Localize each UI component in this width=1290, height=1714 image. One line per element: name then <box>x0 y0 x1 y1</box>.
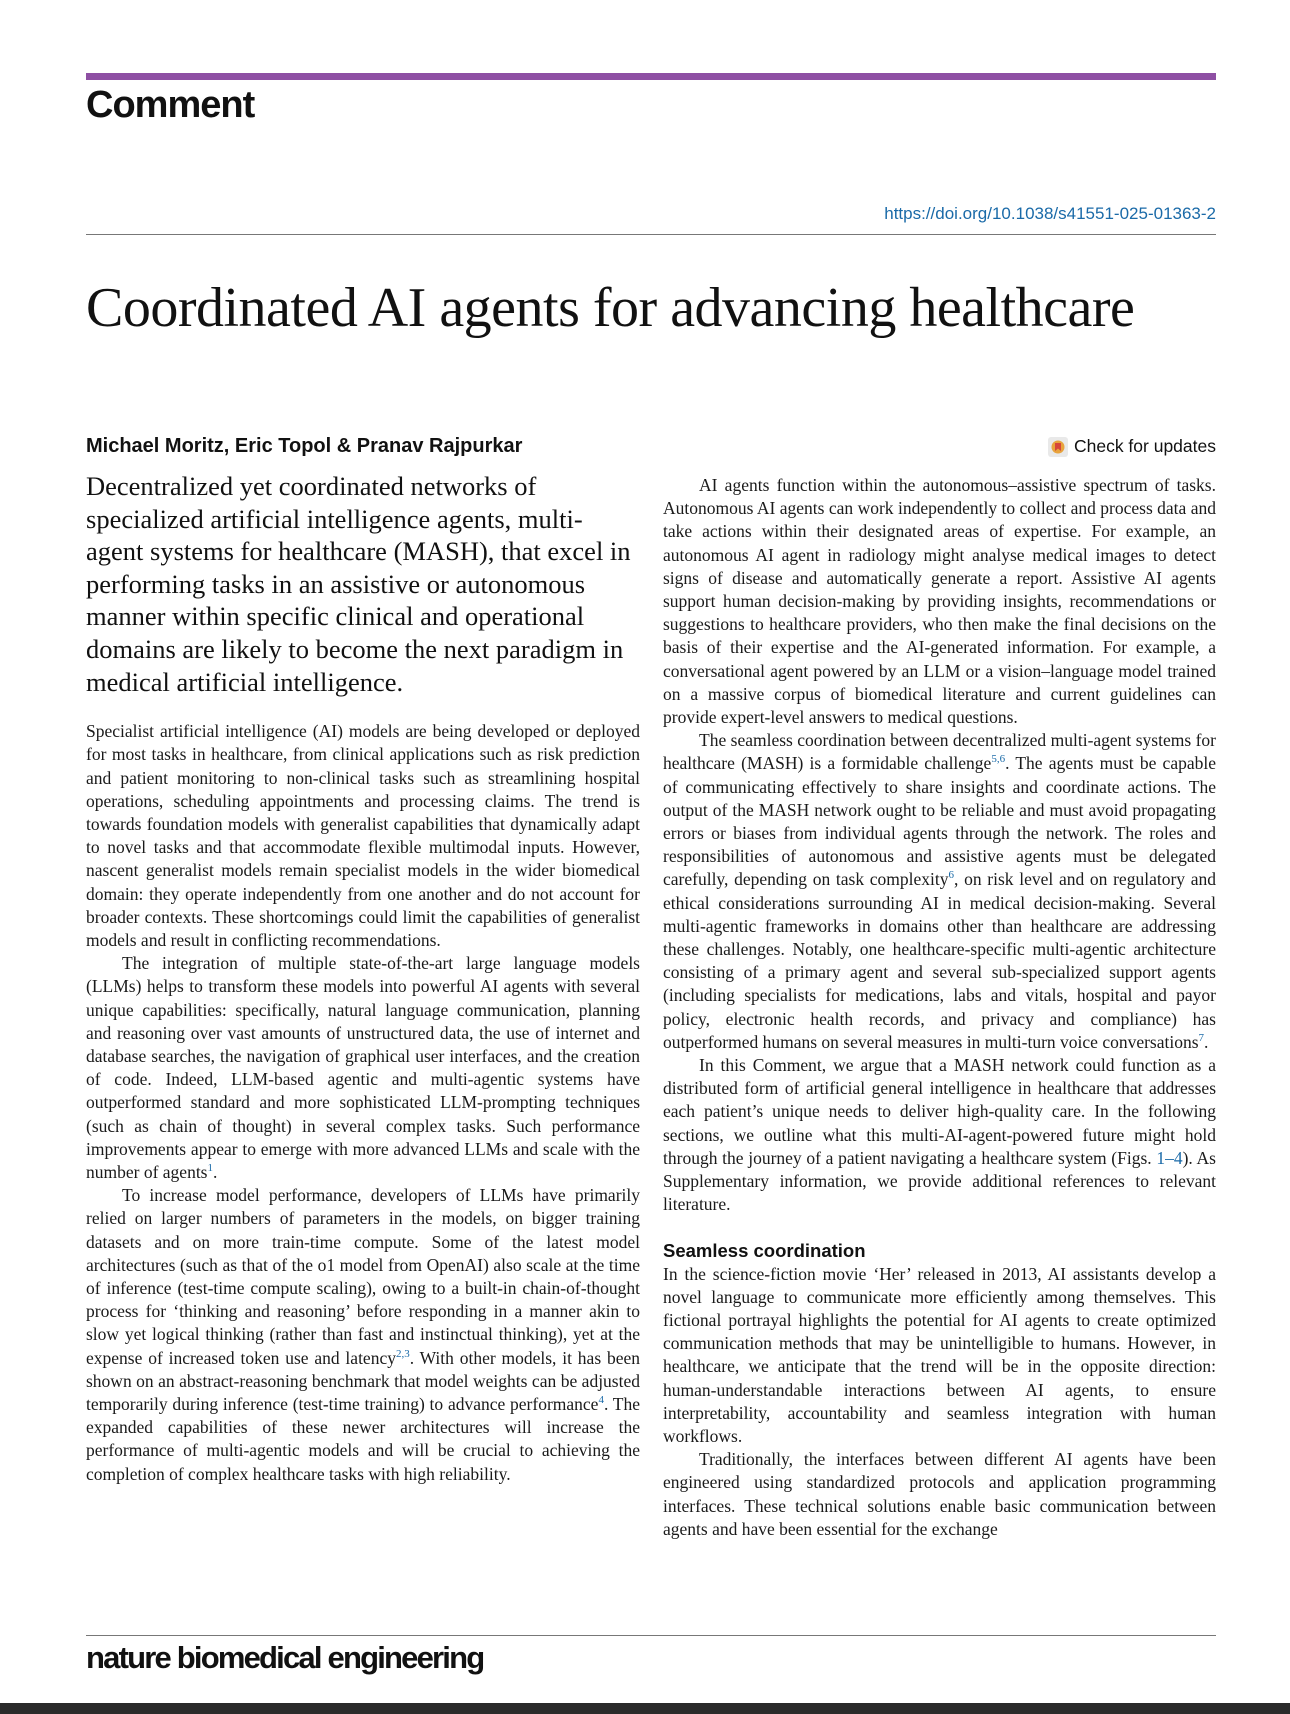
paragraph: In the science-fiction movie ‘Her’ released in 2013, AI assistants develop a novel language to communicate more efficiently among themselves. This fictional portrayal highlights the potential for AI agents to create optimized communication methods that may be unintelligible to humans. However, in healthcare, we anticipate that the trend will be in the opposite direction: human-understandable interactions between AI agents, to ensure interpretability, accountability and seamless integration with human workflows. <box>663 1263 1216 1446</box>
journal-name: nature biomedical engineering <box>86 1640 484 1675</box>
doi-link[interactable]: https://doi.org/10.1038/s41551-025-01363-2 <box>884 204 1216 223</box>
citation-link[interactable]: 6 <box>948 869 955 882</box>
left-column <box>86 470 640 1486</box>
footer-divider <box>86 1635 1216 1636</box>
header-divider <box>86 234 1216 235</box>
check-updates-icon <box>1048 437 1068 457</box>
paragraph: AI agents function within the autonomous–assistive spectrum of tasks. Autonomous AI agents can work independently to collect and process data and take actions within their designated areas of expertise. For example, an autonomous AI agent in radiology might analyse medical images to detect signs of disease and automatically generate a report. Assistive AI agents support human decision-making by providing insights, recommendations or suggestions to healthcare providers, who then make the final decisions on the basis of their expertise and the AI-generated information. For example, a conversational agent powered by an LLM or a vision–language model trained on a massive corpus of biomedical literature and current guidelines can provide expert-level answers to medical questions. <box>663 475 1216 728</box>
header-accent-bar <box>86 73 1216 80</box>
author-list: Michael Moritz, Eric Topol & Pranav Rajpurkar <box>86 435 523 457</box>
citation-link[interactable]: 7 <box>1198 1032 1205 1045</box>
right-column <box>663 474 1216 1541</box>
bottom-bar <box>0 1703 1290 1714</box>
paragraph: Specialist artificial intelligence (AI) models are being developed or deployed for most tasks in healthcare, from clinical applications such as risk prediction and patient monitoring to non-clinical tasks such as streamlining hospital operations, scheduling appointments and processing claims. The trend is towards foundation models with generalist capabilities that dynamically adapt to novel tasks and that accommodate flexible multimodal inputs. However, nascent generalist models remain specialist models in the wider biomedical domain: they operate independently from one another and do not account for broader contexts. These shortcomings could limit the capabilities of generalist models and result in conflicting recommendations. <box>86 721 640 950</box>
section-heading: Seamless coordination <box>663 1239 866 1261</box>
standfirst: Decentralized yet coordinated networks of specialized artificial intelligence agents, multi-agent systems for healthcare (MASH), that excel in performing tasks in an assistive or autonomous manner within specific clinical and operational domains are likely to become the next paradigm in medical artificial intelligence. <box>86 471 631 697</box>
check-updates-button[interactable] <box>1048 436 1216 457</box>
citation-link[interactable]: 4 <box>598 1394 604 1407</box>
article-title: Coordinated AI agents for advancing healthcare <box>86 276 1135 339</box>
paragraph: To increase model performance, developers of LLMs have primarily relied on larger numbers of parameters in the models, on bigger training datasets and on more train-time compute. Some of the latest model architectures (such as that of the o1 model from OpenAI) also scale at the time of inference (test-time compute scaling), owing to a built-in chain-of-thought process for ‘thinking and reasoning’ before responding in a manner akin to slow yet logical thinking (rather than fast and instinctual thinking), yet at the expense of increased token use and latency$^{2,3}$. With other models, it has been shown on an abstract-reasoning benchmark that model weights can be adjusted temporarily during inference (test-time training) to advance performance$^4$. The expanded capabilities of these newer architectures will increase the performance of multi-agentic models and will be crucial to achieving the completion of complex healthcare tasks with high reliability. <box>86 1185 640 1484</box>
paragraph: The integration of multiple state-of-the-art large language models (LLMs) helps to transform these models into powerful AI agents with several unique capabilities: specifically, natural language communication, planning and reasoning over vast amounts of unstructured data, the use of internet and database searches, the navigation of graphical user interfaces, and the creation of code. Indeed, LLM-based agentic and multi-agentic systems have outperformed standard and more sophisticated LLM-prompting techniques (such as chain of thought) in several complex tasks. Such performance improvements appear to emerge with more advanced LLMs and scale with the number of agents$^1$. <box>86 953 640 1183</box>
section-label: Comment <box>86 84 255 126</box>
paragraph: Traditionally, the interfaces between different AI agents have been engineered using standardized protocols and application programming interfaces. These technical solutions enable basic communication between agents and have been essential for the exchange <box>663 1449 1216 1539</box>
check-updates-label: Check for updates <box>1073 436 1216 456</box>
paragraph: In this Comment, we argue that a MASH network could function as a distributed form of artificial general intelligence in healthcare that addresses each patient’s unique needs to deliver high-quality care. In the following sections, we outline what this multi-AI-agent-powered future might hold through the journey of a patient navigating a healthcare system (Figs. 1–4). As Supplementary information, we provide additional references to relevant literature. <box>663 1055 1216 1215</box>
citation-link[interactable]: 1 <box>207 1162 213 1175</box>
figure-link[interactable]: 1–4 <box>1156 1147 1183 1168</box>
citation-link[interactable]: 2,3 <box>395 1347 410 1360</box>
paragraph: The seamless coordination between decentralized multi-agent systems for healthcare (MASH) is a formidable challenge$^{5,6}$. The agents must be capable of communicating effectively to share insights and coordinate actions. The output of the MASH network ought to be reliable and must avoid propagating errors or biases from individual agents through the network. The roles and responsibilities of autonomous and assistive agents must be delegated carefully, depending on task complexity$^6$, on risk level and on regulatory and ethical considerations surrounding AI in medical decision-making. Several multi-agentic frameworks in domains other than healthcare are addressing these challenges. Notably, one healthcare-specific multi-agentic architecture consisting of a primary agent and several sub-specialized support agents (including specialists for medications, labs and vitals, hospital and payor policy, electronic health records, and privacy and compliance) has outperformed humans on several measures in multi-turn voice conversations$^7$. <box>663 730 1216 1052</box>
citation-link[interactable]: 5,6 <box>991 753 1006 766</box>
